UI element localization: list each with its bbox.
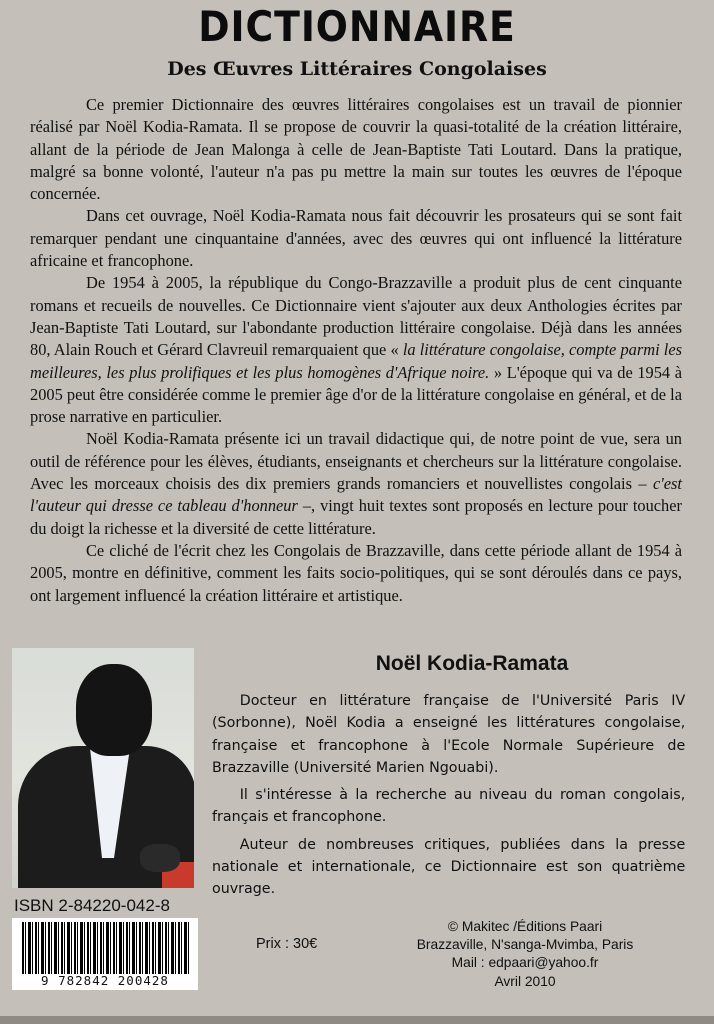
publisher-line-3: Mail : edpaari@yahoo.fr (451, 955, 599, 971)
author-bio (212, 690, 685, 901)
book-subtitle: Des Œuvres Littéraires Congolaises (167, 58, 547, 80)
paragraph-4-aside: c'est l'auteur qui dresse ce tableau d'honneur (30, 474, 682, 516)
blurb-paragraph-4 (30, 428, 682, 539)
price-label: Prix : 30€ (256, 936, 318, 952)
blurb-paragraph-5: Ce cliché de l'écrit chez les Congolais de Brazzaville, dans cette période allant de 1954 à 2005, montre en définitive, comment les faits socio-politiques, qui se sont déroulés dans ce pays, ont largement influencé la création littéraire et artistique. (30, 540, 682, 605)
author-bio-paragraph-3: Auteur de nombreuses critiques, publiées dans la presse nationale et internationale, ce Dictionnaire est son quatrième ouvrage. (212, 836, 686, 898)
bottom-band (0, 1016, 714, 1024)
blurb-paragraph-3 (30, 272, 682, 428)
publisher-line-2: Brazzaville, N'sanga-Mvimba, Paris (416, 937, 634, 953)
barcode-digits: 9 782842 200428 (41, 973, 169, 988)
paragraph-4-tail: –, vingt huit textes sont proposés en lecture pour toucher du doigt la richesse et la diversité de cette littérature. (30, 496, 682, 538)
author-name: Noël Kodia-Ramata (375, 652, 569, 675)
author-bio-paragraph-2: Il s'intéresse à la recherche au niveau du roman congolais, français et francophone. (212, 787, 686, 826)
paragraph-3-tail: » L'époque qui va de 1954 à 2005 peut être considérée comme le premier âge d'or de la littérature congolaise en général, et de la prose narrative en particulier. (30, 362, 682, 427)
publisher-line-4: Avril 2010 (494, 973, 556, 989)
paragraph-4-lead: Noël Kodia-Ramata présente ici un travail didactique qui, de notre point de vue, sera un outil de référence pour les élèves, étudiants, enseignants et chercheurs sur la littérature congolaise. Avec les morceaux choisis des dix premiers grands romanciers et nouvellistes congolais – (30, 429, 682, 494)
barcode-bars (22, 922, 190, 974)
author-photo (12, 648, 194, 888)
book-title: DICTIONNAIRE (198, 2, 516, 51)
publisher-line-1: © Makitec /Éditions Paari (447, 919, 603, 934)
blurb-paragraph-1: Ce premier Dictionnaire des œuvres littéraires congolaises est un travail de pionnier réalisé par Noël Kodia-Ramata. Il se propose de couvrir la quasi-totalité de la création littéraire, allant de la période de Jean Malonga à celle de Jean-Baptiste Tati Loutard. Dans la pratique, malgré sa bonne volonté, l'auteur n'a pas pu mettre la main sur toutes les œuvres de l'époque concernée. (30, 95, 682, 204)
paragraph-3-quote: la littérature congolaise, compte parmi les meilleures, les plus prolifiques et les plus homogènes d'Afrique noire. (30, 340, 682, 382)
isbn-label: ISBN 2-84220-042-8 (14, 896, 170, 915)
publisher-info (400, 918, 650, 991)
paragraph-3-lead: De 1954 à 2005, la république du Congo-Brazzaville a produit plus de cent cinquante romans et recueils de nouvelles. Ce Dictionnaire vient s'ajouter aux deux Anthologies écrites par Jean-Baptiste Tati Loutard, sur l'abondante production littéraire congolaise. Déjà dans les années 80, Alain Rouch et Gérard Clavreuil remarquaient que « (30, 273, 682, 360)
blurb-text (30, 94, 682, 607)
author-bio-paragraph-1: Docteur en littérature française de l'Université Paris IV (Sorbonne), Noël Kodia a enseigné les littératures congolaise, française et francophone à l'Ecole Normale Supérieure de Brazzaville (Université Marien Ngouabi). (212, 693, 686, 776)
photo-head (76, 664, 152, 756)
barcode (12, 918, 198, 990)
photo-hand (140, 844, 180, 872)
blurb-paragraph-2: Dans cet ouvrage, Noël Kodia-Ramata nous fait découvrir les prosateurs qui se sont fait remarquer pendant une cinquantaine d'années, avec des œuvres qui ont influencé la littérature africaine et francophone. (30, 206, 682, 271)
